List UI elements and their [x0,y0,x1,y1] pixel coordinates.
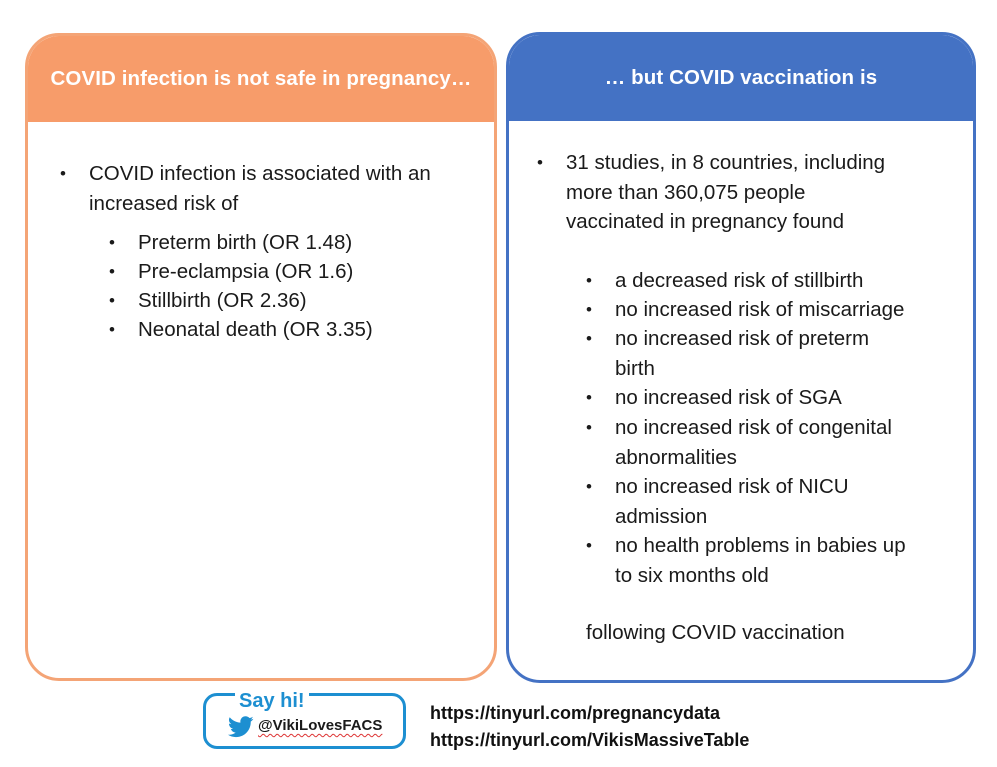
vaccination-sub-item [586,383,842,413]
bullet-dot-icon: • [60,164,66,183]
link-pregnancy-data[interactable]: https://tinyurl.com/pregnancydata [430,703,721,723]
bullet-dot-icon: • [109,233,115,252]
say-hi-label: Say hi! [235,690,309,713]
sub-item-label: Pre-eclampsia (OR 1.6) [138,260,354,283]
reference-links [430,700,749,754]
bullet-dot-icon: • [586,388,592,407]
bullet-dot-icon: • [586,300,592,319]
bullet-line: 31 studies, in 8 countries, including [566,151,886,174]
sub-item-label: no increased risk of SGA [615,386,842,409]
sub-item-label: abnormalities [615,445,737,469]
vaccination-sub-item [586,472,849,531]
bullet-dot-icon: • [586,329,592,348]
sub-item-label: Preterm birth (OR 1.48) [138,231,353,254]
sub-item-label: a decreased risk of stillbirth [615,269,864,292]
say-hi-badge[interactable] [203,690,406,749]
sub-item-label: admission [615,504,708,528]
bullet-line: vaccinated in pregnancy found [566,210,845,233]
vaccination-panel-title: … but COVID vaccination is [509,35,973,121]
vaccination-sub-item [586,266,864,296]
bullet-dot-icon: • [586,271,592,290]
vaccination-sub-item [586,324,870,383]
bullet-line: more than 360,075 people [566,180,806,204]
infection-sub-item [109,315,373,345]
sub-item-label: no increased risk of preterm [615,327,870,350]
vaccination-sub-item [586,531,906,590]
sub-item-label: birth [615,356,655,380]
vaccination-closing-text [586,618,845,648]
vaccination-sub-item [586,413,892,472]
infection-sub-item [109,228,353,258]
bullet-dot-icon: • [109,320,115,339]
bullet-line: increased risk of [89,191,239,215]
infection-panel-title: COVID infection is not safe in pregnancy… [28,36,494,122]
sub-item-label: to six months old [615,563,769,587]
bullet-dot-icon: • [586,418,592,437]
infection-sub-item [109,257,354,287]
infection-panel [25,33,497,681]
sub-item-label: no increased risk of miscarriage [615,298,905,321]
bullet-line: COVID infection is associated with an [89,162,431,185]
bullet-dot-icon: • [537,153,543,172]
twitter-bird-icon [228,716,254,738]
closing-text: following COVID vaccination [586,621,845,644]
bullet-dot-icon: • [109,291,115,310]
vaccination-sub-item [586,295,905,325]
bullet-dot-icon: • [586,536,592,555]
vaccination-panel [506,32,976,683]
vaccination-bullet [537,148,886,237]
bullet-dot-icon: • [586,477,592,496]
sub-item-label: Neonatal death (OR 3.35) [138,318,373,341]
link-massive-table[interactable]: https://tinyurl.com/VikisMassiveTable [430,730,750,750]
sub-item-label: no increased risk of congenital [615,416,892,439]
infection-sub-item [109,286,307,316]
infection-bullet [60,159,431,218]
sub-item-label: no increased risk of NICU [615,475,849,498]
twitter-handle[interactable]: @VikiLovesFACS [258,717,383,734]
sub-item-label: no health problems in babies up [615,534,906,557]
bullet-dot-icon: • [109,262,115,281]
sub-item-label: Stillbirth (OR 2.36) [138,289,307,312]
